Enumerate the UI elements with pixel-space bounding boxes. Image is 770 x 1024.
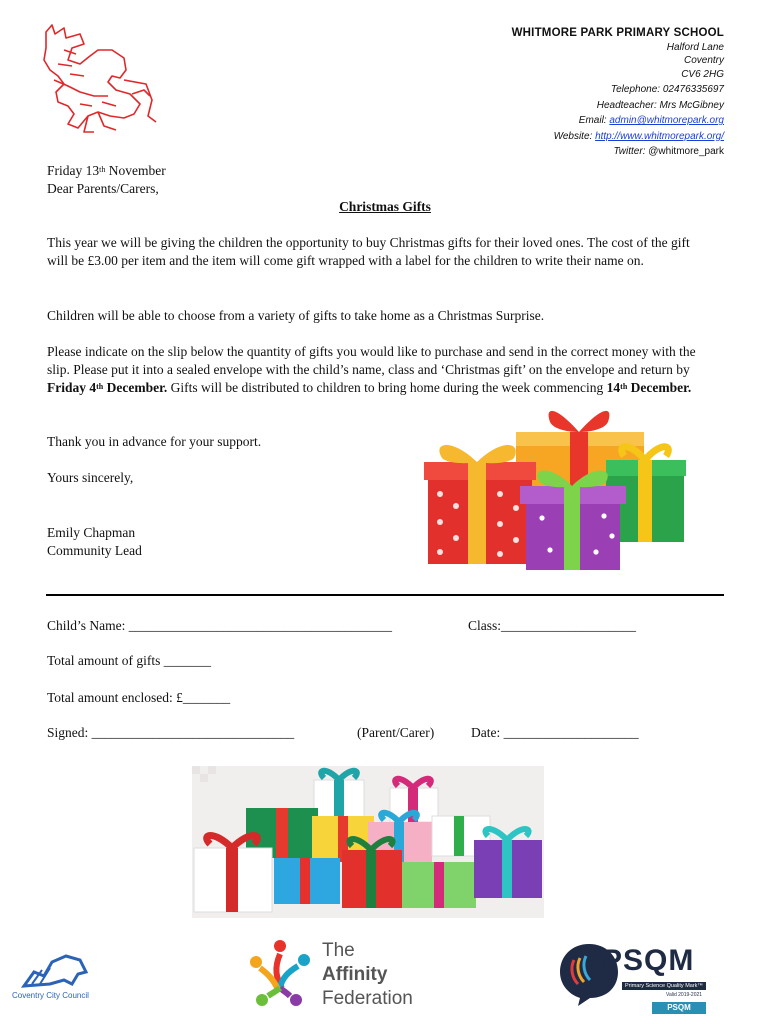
school-name: WHITMORE PARK PRIMARY SCHOOL xyxy=(511,27,724,39)
affinity-text-1: The xyxy=(322,940,355,961)
total-gifts-field[interactable]: Total amount of gifts _______ xyxy=(47,653,212,668)
letter-title: Christmas Gifts xyxy=(339,199,431,214)
website-label: Website: xyxy=(553,130,596,142)
closing-line: Yours sincerely, xyxy=(47,470,134,485)
headteacher: Headteacher: Mrs McGibney xyxy=(596,99,724,111)
parent-carer-label: (Parent/Carer) xyxy=(357,725,435,740)
slip-divider xyxy=(46,594,724,596)
address-line: Coventry xyxy=(683,54,724,66)
paragraph-3: Please indicate on the slip below the quantity of gifts you would like to purchase and send in the correct money with the slip. Please put it into a sealed envelope with the child’s name, class and ‘Christmas gift’ on the envelope and return by Friday 4th December. Gifts will be distributed to children to bring home during the week commencing 14th December. xyxy=(47,344,696,395)
elephant-icon xyxy=(20,950,90,990)
presents-illustration xyxy=(418,402,690,574)
letter-date: Friday 13th November xyxy=(47,163,166,178)
website-link[interactable]: http://www.whitmorepark.org/ xyxy=(595,130,724,142)
paragraph-1: This year we will be giving the children the opportunity to buy Christmas gifts for their loved ones. The cost of the gift will be £3.00 per item and the item will come gift wrapped with a label for the children to write their name on. xyxy=(47,235,690,268)
school-header xyxy=(512,26,724,160)
address-line: Halford Lane xyxy=(666,41,724,53)
psqm-valid: Valid 2019-2021 xyxy=(666,992,703,998)
signatory-role: Community Lead xyxy=(47,543,142,558)
psqm-subtitle: Primary Science Quality Mark™ xyxy=(622,982,706,990)
salutation: Dear Parents/Carers, xyxy=(47,181,159,196)
website-line xyxy=(512,129,724,145)
thanks-line: Thank you in advance for your support. xyxy=(47,434,262,449)
date-field[interactable]: Date: ____________________ xyxy=(471,725,639,740)
postcode: CV6 2HG xyxy=(681,68,724,80)
affinity-federation-logo xyxy=(246,938,436,1014)
affinity-text-2: Affinity xyxy=(322,964,388,985)
email-label: Email: xyxy=(578,115,610,126)
email-line xyxy=(512,113,724,129)
twitter-label: Twitter: xyxy=(613,146,649,157)
total-enclosed-field[interactable]: Total amount enclosed: £_______ xyxy=(47,690,231,705)
coventry-council-logo xyxy=(12,950,102,1006)
class-field[interactable]: Class:____________________ xyxy=(468,618,637,633)
psqm-logo xyxy=(556,940,736,1018)
psqm-badge: PSQM xyxy=(652,1002,706,1014)
signatory-name: Emily Chapman xyxy=(47,525,136,540)
email-link[interactable]: admin@whitmorepark.org xyxy=(609,115,724,126)
twitter-line xyxy=(512,144,724,160)
people-icon xyxy=(246,938,314,1010)
twitter-handle: @whitmore_park xyxy=(648,146,724,157)
signed-field[interactable]: Signed: ______________________________ xyxy=(47,725,295,740)
presents-pile-illustration xyxy=(192,766,544,918)
paragraph-2: Children will be able to choose from a variety of gifts to take home as a Christmas Surprise. xyxy=(47,308,545,323)
child-name-field[interactable]: Child’s Name: _______________________________________ xyxy=(47,618,392,633)
council-name: Coventry City Council xyxy=(12,991,89,1000)
psqm-title: PSQM xyxy=(602,944,695,977)
telephone: Telephone: 02476335697 xyxy=(610,84,724,95)
school-horse-logo xyxy=(28,20,163,138)
affinity-text-3: Federation xyxy=(322,988,413,1009)
